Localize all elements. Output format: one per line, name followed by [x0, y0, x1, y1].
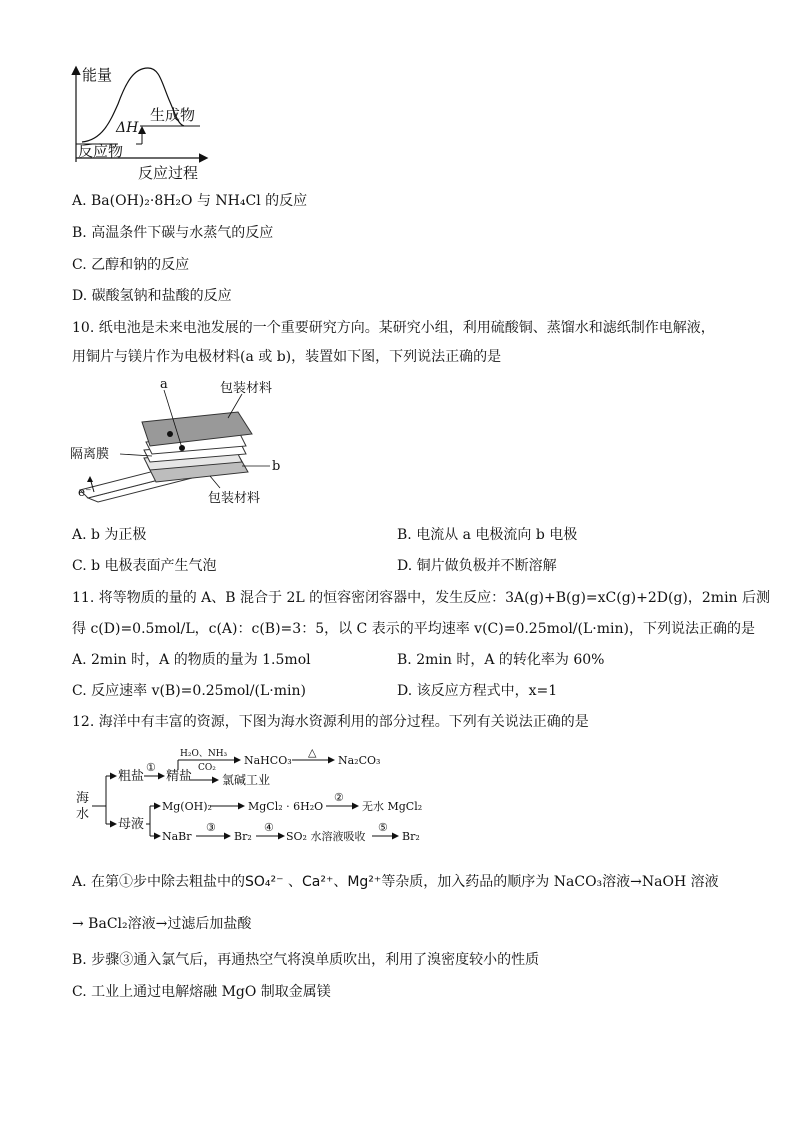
- nabr: NaBr: [162, 830, 192, 843]
- q12-option-a-line2: → BaCl₂溶液→过滤后加盐酸: [72, 916, 252, 932]
- reactants-label: 反应物: [78, 142, 124, 160]
- q12-option-a-line1: [72, 873, 719, 891]
- paper-battery-diagram: [70, 378, 300, 510]
- so2-absorb: SO₂ 水溶液吸收: [286, 830, 366, 843]
- seawater-char-2: 水: [76, 807, 90, 822]
- step-3: ③: [206, 821, 216, 834]
- energy-diagram: [60, 62, 210, 184]
- q12-option-b: B. 步骤③通入氯气后，再通热空气将溴单质吹出，利用了溴密度较小的性质: [72, 952, 540, 968]
- q12-option-a-ions: SO₄²⁻ 、Ca²⁺、Mg²⁺: [245, 874, 382, 890]
- crude-salt: 粗盐: [118, 769, 145, 784]
- reagents-top: H₂O、NH₃: [180, 749, 228, 759]
- q10-stem-line2: 用铜片与镁片作为电极材料(a 或 b)，装置如下图，下列说法正确的是: [72, 349, 502, 365]
- chlor-alkali: 氯碱工业: [222, 773, 271, 787]
- q9-option-d: D. 碳酸氢钠和盐酸的反应: [72, 288, 232, 304]
- q10-option-d: D. 铜片做负极并不断溶解: [397, 558, 557, 574]
- q11-option-c: C. 反应速率 v(B)=0.25mol/(L·min): [72, 683, 306, 699]
- q9-option-c: C. 乙醇和钠的反应: [72, 257, 190, 273]
- step-1: ①: [146, 761, 156, 774]
- q11-option-b: B. 2min 时，A 的转化率为 60%: [397, 652, 605, 668]
- seawater-flow-diagram: [72, 746, 442, 852]
- q9-option-b: B. 高温条件下碳与水蒸气的反应: [72, 225, 274, 241]
- q11-stem-line1: 11. 将等物质的量的 A、B 混合于 2L 的恒容密闭容器中，发生反应：3A(g)+B(g)=xC(g)+2D(g)，2min 后测: [72, 590, 771, 606]
- q12-option-a-suffix: 等杂质，加入药品的顺序为 NaCO₃溶液→NaOH 溶液: [381, 874, 719, 890]
- label-electron: e⁻: [78, 485, 92, 499]
- q11-option-a: A. 2min 时，A 的物质的量为 1.5mol: [72, 652, 311, 668]
- heat-symbol: △: [308, 746, 317, 759]
- q12-stem: 12. 海洋中有丰富的资源，下图为海水资源利用的部分过程。下列有关说法正确的是: [72, 714, 589, 730]
- step-4: ④: [264, 821, 274, 834]
- mother-liquor: 母液: [118, 817, 145, 832]
- energy-x-label: 反应过程: [138, 164, 199, 182]
- br2-first: Br₂: [234, 830, 252, 843]
- label-pack-top: 包装材料: [220, 381, 273, 396]
- label-b: b: [272, 459, 281, 474]
- q12-option-c: C. 工业上通过电解熔融 MgO 制取金属镁: [72, 984, 331, 1000]
- q11-stem-line2: 得 c(D)=0.5mol/L，c(A)：c(B)=3：5，以 C 表示的平均速率 v(C)=0.25mol/(L·min)，下列说法正确的是: [72, 621, 755, 637]
- dh-label: ΔH: [116, 120, 139, 136]
- label-pack-bottom: 包装材料: [208, 491, 261, 506]
- anhydrous-mgcl2: 无水 MgCl₂: [362, 800, 423, 813]
- reagents-bottom: CO₂: [198, 763, 216, 773]
- mgcl2-hydrate: MgCl₂ · 6H₂O: [248, 800, 324, 813]
- q10-option-b: B. 电流从 a 电极流向 b 电极: [397, 527, 578, 543]
- q12-option-a-prefix: A. 在第①步中除去粗盐中的: [72, 874, 246, 890]
- na2co3: Na₂CO₃: [338, 754, 381, 767]
- mgoh2: Mg(OH)₂: [162, 800, 212, 813]
- energy-y-label: 能量: [82, 66, 113, 84]
- leader-pack-bottom: [210, 476, 220, 488]
- contact-dot-1: [167, 431, 173, 437]
- products-label: 生成物: [150, 106, 196, 124]
- label-a: a: [160, 378, 168, 392]
- refined-salt: 精盐: [166, 769, 193, 784]
- seawater-char-1: 海: [76, 791, 90, 806]
- nahco3: NaHCO₃: [244, 754, 292, 767]
- label-membrane: 隔离膜: [70, 447, 110, 462]
- q9-option-a: A. Ba(OH)₂·8H₂O 与 NH₄Cl 的反应: [72, 193, 308, 209]
- q11-option-d: D. 该反应方程式中，x=1: [397, 683, 558, 699]
- q10-stem-line1: 10. 纸电池是未来电池发展的一个重要研究方向。某研究小组，利用硫酸铜、蒸馏水和滤纸制作电解液，: [72, 320, 715, 336]
- q10-option-c: C. b 电极表面产生气泡: [72, 558, 217, 574]
- q10-option-a: A. b 为正极: [72, 527, 147, 543]
- electron-arrowhead: [87, 476, 93, 482]
- step-2: ②: [334, 791, 344, 804]
- step-5: ⑤: [378, 821, 388, 834]
- br2-second: Br₂: [402, 830, 420, 843]
